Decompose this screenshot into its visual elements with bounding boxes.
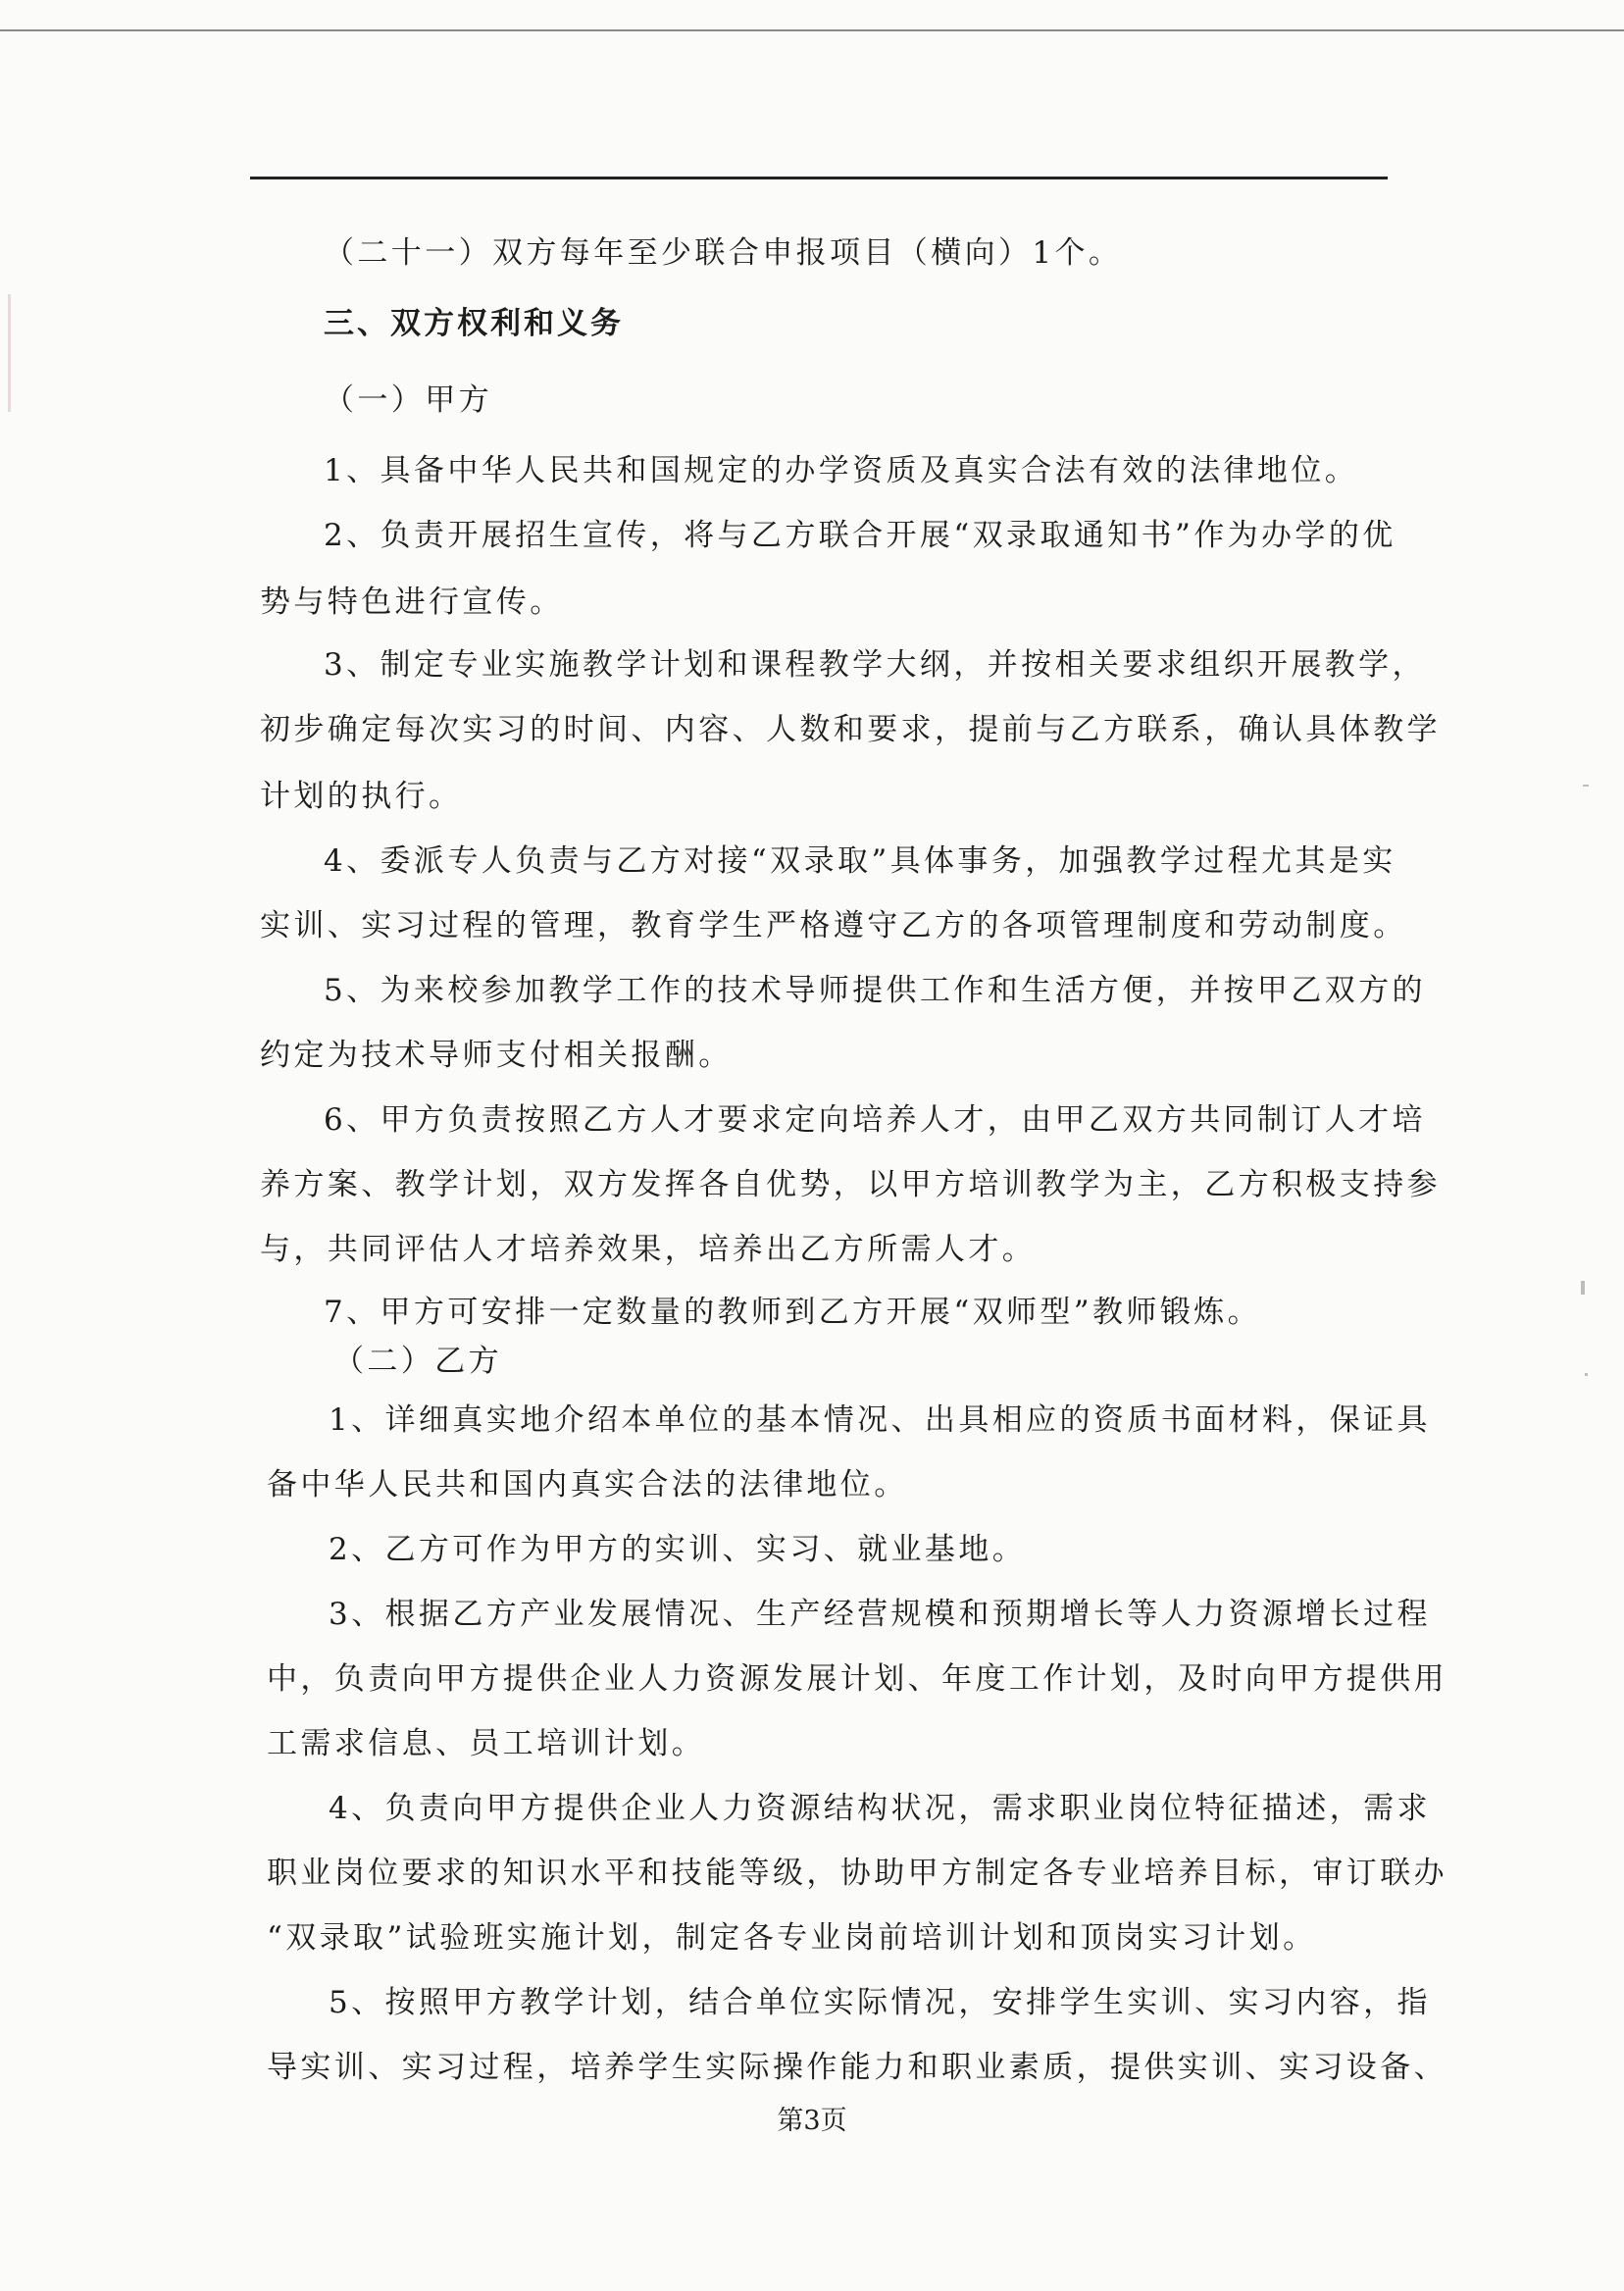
party-a-item-2: 2、负责开展招生宣传，将与乙方联合开展“双录取通知书”作为办学的优 [324,518,1396,553]
scan-mark [1583,785,1589,787]
party-b-item-4-cont-1: 职业岗位要求的知识水平和技能等级，协助甲方制定各专业培养目标，审订联办 [267,1856,1447,1891]
party-b-item-3-cont-2: 工需求信息、员工培训计划。 [267,1726,706,1761]
party-b-item-2: 2、乙方可作为甲方的实训、实习、就业基地。 [329,1532,1027,1567]
scan-mark [1581,1281,1585,1295]
party-a-item-3: 3、制定专业实施教学计划和课程教学大纲，并按相关要求组织开展教学， [324,647,1426,683]
scan-mark [8,294,11,412]
party-b-item-3: 3、根据乙方产业发展情况、生产经营规模和预期增长等人力资源增长过程 [329,1597,1431,1632]
party-a-item-4-cont: 实训、实习过程的管理，教育学生严格遵守乙方的各项管理制度和劳动制度。 [260,908,1407,943]
party-b-item-1-cont: 备中华人民共和国内真实合法的法律地位。 [267,1467,908,1502]
party-a-item-2-cont: 势与特色进行宣传。 [260,585,564,620]
subsection-party-b: （二）乙方 [333,1344,502,1379]
party-b-item-5-cont: 导实训、实习过程，培养学生实际操作能力和职业素质，提供实训、实习设备、 [267,2050,1447,2085]
page-number: 第3页 [777,2106,847,2136]
scan-edge-line [0,29,1624,31]
clause-21: （二十一）双方每年至少联合申报项目（横向）1个。 [324,235,1123,271]
scan-mark [1585,1373,1588,1376]
party-a-item-6: 6、甲方负责按照乙方人才要求定向培养人才，由甲乙双方共同制订人才培 [324,1102,1426,1138]
party-a-item-7: 7、甲方可安排一定数量的教师到乙方开展“双师型”教师锻炼。 [324,1295,1262,1330]
party-b-item-4-cont-2: “双录取”试验班实施计划，制定各专业岗前培训计划和顶岗实习计划。 [267,1920,1317,1956]
party-a-item-3-cont-1: 初步确定每次实习的时间、内容、人数和要求，提前与乙方联系，确认具体教学 [260,712,1441,747]
party-a-item-6-cont-2: 与，共同评估人才培养效果，培养出乙方所需人才。 [260,1232,1037,1267]
party-a-item-5-cont: 约定为技术导师支付相关报酬。 [260,1038,733,1073]
party-b-item-5: 5、按照甲方教学计划，结合单位实际情况，安排学生实训、实习内容，指 [329,1985,1431,2020]
party-a-item-1: 1、具备中华人民共和国规定的办学资质及真实合法有效的法律地位。 [324,453,1359,488]
header-rule [250,177,1388,179]
party-a-item-6-cont-1: 养方案、教学计划，双方发挥各自优势，以甲方培训教学为主，乙方积极支持参 [260,1167,1441,1202]
party-a-item-4: 4、委派专人负责与乙方对接“双录取”具体事务，加强教学过程尤其是实 [324,843,1396,879]
party-b-item-4: 4、负责向甲方提供企业人力资源结构状况，需求职业岗位特征描述，需求 [329,1791,1431,1826]
party-a-item-3-cont-2: 计划的执行。 [260,779,463,814]
section-heading: 三、双方权利和义务 [324,306,624,341]
party-a-item-5: 5、为来校参加教学工作的技术导师提供工作和生活方便，并按甲乙双方的 [324,973,1426,1008]
party-b-item-3-cont-1: 中，负责向甲方提供企业人力资源发展计划、年度工作计划，及时向甲方提供用 [267,1661,1447,1697]
party-b-item-1: 1、详细真实地介绍本单位的基本情况、出具相应的资质书面材料，保证具 [329,1402,1431,1438]
subsection-party-a: （一）甲方 [324,382,492,418]
